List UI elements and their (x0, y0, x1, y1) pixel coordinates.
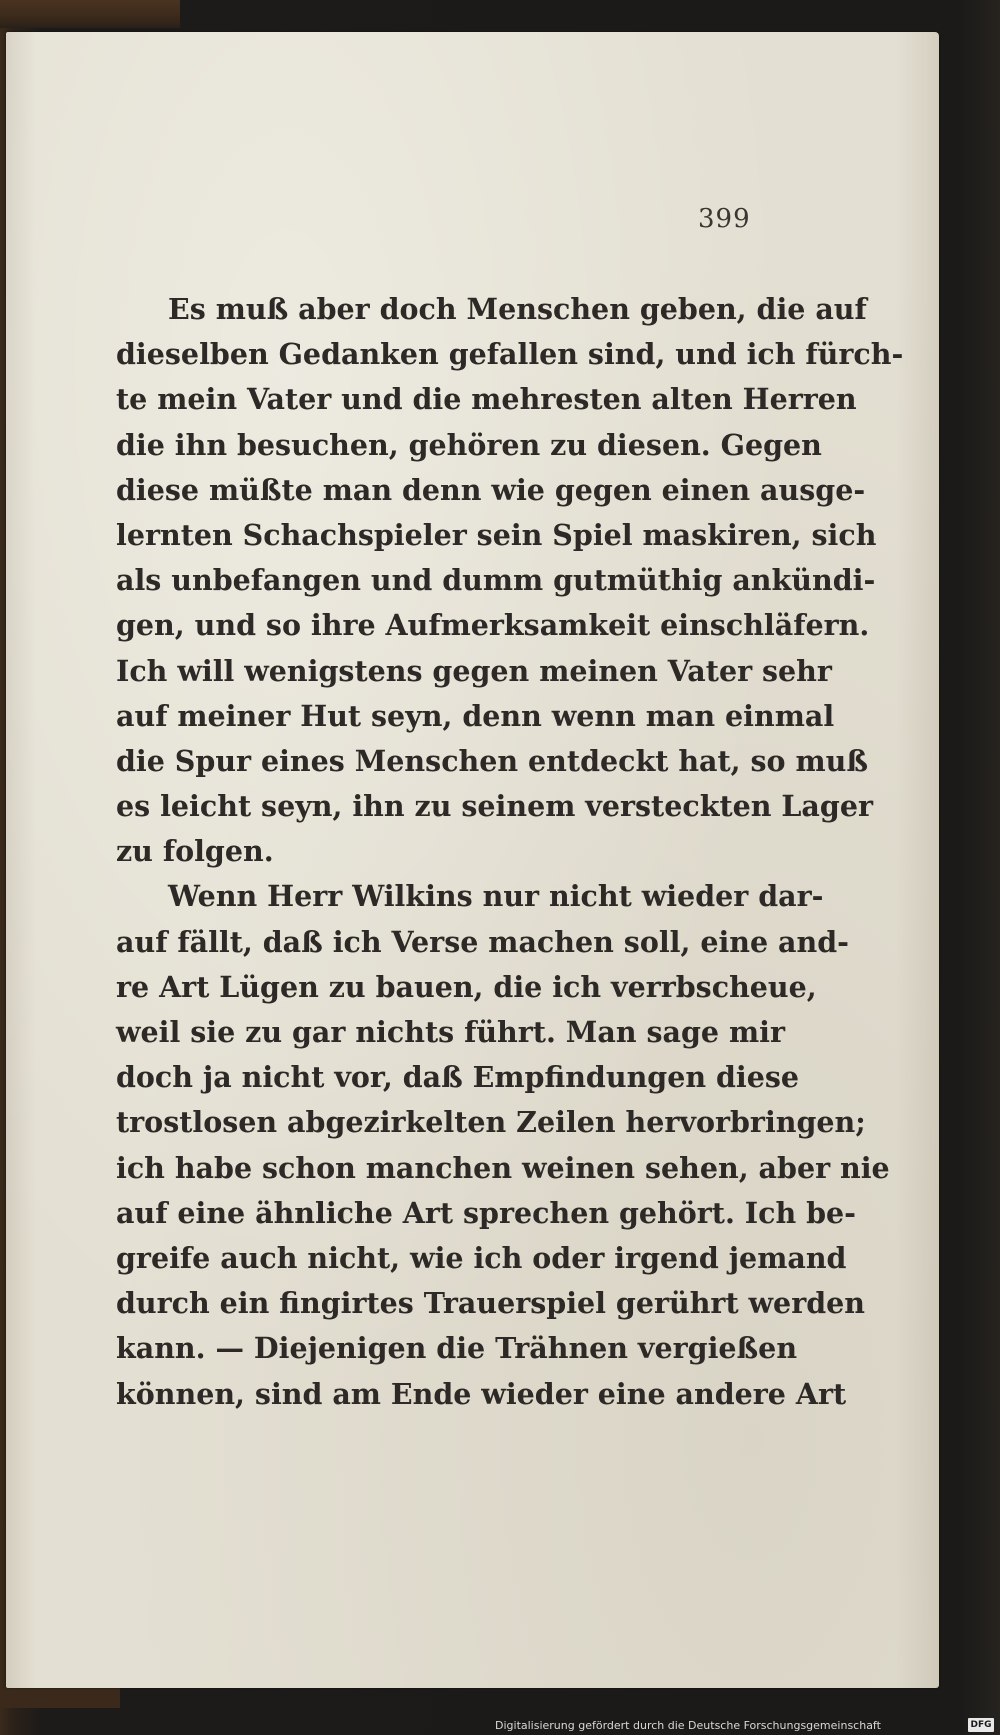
text-line: lernten Schachspieler sein Spiel maskiren, sich (116, 517, 877, 552)
text-line: doch ja nicht vor, daß Empfindungen diese (116, 1060, 800, 1095)
text-line: auf eine ähnliche Art sprechen gehört. Ich be- (116, 1195, 857, 1230)
paragraph-2 (116, 874, 890, 1416)
text-line: als unbefangen und dumm gutmüthig ankündi- (116, 563, 876, 598)
text-line: kann. — Diejenigen die Trähnen vergießen (116, 1331, 798, 1366)
text-line: gen, und so ihre Aufmerksamkeit einschläfern. (116, 608, 870, 643)
digitization-credit: Digitalisierung gefördert durch die Deutsche Forschungsgemeinschaft (495, 1719, 881, 1732)
text-line: te mein Vater und die mehresten alten Herren (116, 382, 857, 417)
book-cover-edge-bottom (0, 1688, 120, 1708)
text-line: re Art Lügen zu bauen, die ich verrbscheue, (116, 969, 817, 1004)
text-line: weil sie zu gar nichts führt. Man sage mir (116, 1015, 785, 1049)
text-line: durch ein fingirtes Trauerspiel gerührt werden (116, 1286, 865, 1321)
text-line: auf meiner Hut seyn, denn wenn man einmal (116, 698, 835, 733)
text-line: ich habe schon manchen weinen sehen, aber nie (116, 1150, 890, 1185)
text-line: greife auch nicht, wie ich oder irgend jemand (116, 1240, 847, 1275)
paragraph-1 (116, 287, 904, 874)
text-line: können, sind am Ende wieder eine andere Art (116, 1376, 847, 1411)
book-page (6, 32, 939, 1688)
dfg-logo: DFG (968, 1718, 994, 1732)
book-cover-edge (0, 0, 180, 28)
text-line: Wenn Herr Wilkins nur nicht wieder dar- (168, 879, 824, 914)
text-line: Ich will wenigstens gegen meinen Vater sehr (116, 653, 832, 688)
text-line: dieselben Gedanken gefallen sind, und ich fürch- (116, 337, 904, 372)
text-line: die ihn besuchen, gehören zu diesen. Gegen (116, 427, 822, 462)
text-line: zu folgen. (116, 834, 274, 869)
page-number: 399 (698, 204, 751, 234)
text-line: auf fällt, daß ich Verse machen soll, eine and- (116, 924, 849, 959)
page-text (116, 287, 904, 1417)
text-line: die Spur eines Menschen entdeckt hat, so muß (116, 743, 869, 778)
text-line: trostlosen abgezirkelten Zeilen hervorbringen; (116, 1105, 866, 1140)
text-line: diese müßte man denn wie gegen einen ausge- (116, 472, 866, 507)
text-line: es leicht seyn, ihn zu seinem versteckten Lager (116, 789, 873, 824)
text-line: Es muß aber doch Menschen geben, die auf (168, 292, 867, 326)
